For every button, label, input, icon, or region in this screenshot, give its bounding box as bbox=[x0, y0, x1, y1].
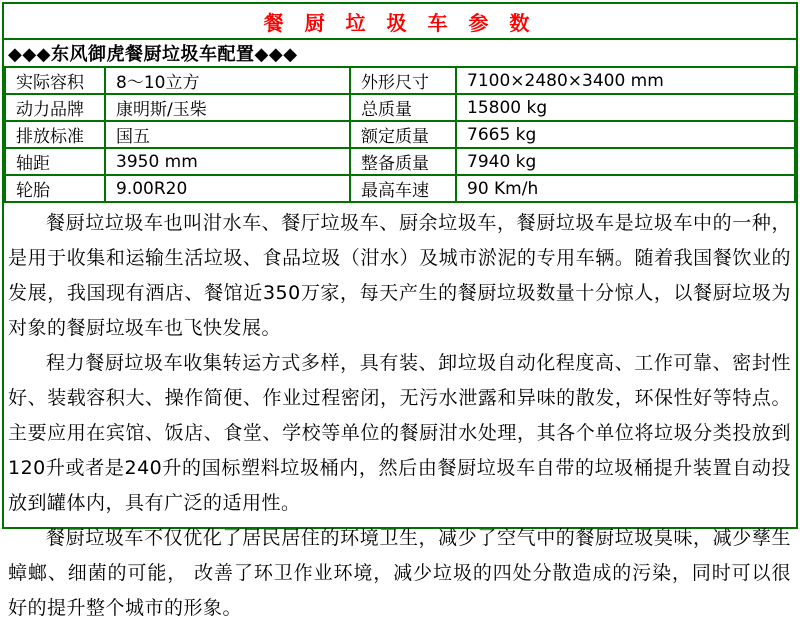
spec-label-cell: 额定质量 bbox=[350, 121, 456, 148]
spec-label-cell: 整备质量 bbox=[350, 148, 456, 175]
document-frame bbox=[2, 2, 798, 619]
spec-row bbox=[5, 148, 795, 175]
spec-row bbox=[5, 94, 795, 121]
spec-label-cell: 动力品牌 bbox=[5, 94, 105, 121]
spec-label-cell: 轮胎 bbox=[5, 175, 105, 202]
spec-row bbox=[5, 67, 795, 94]
paragraph: 餐厨垃垃圾车也叫泔水车、餐厅垃圾车、厨余垃圾车，餐厨垃圾车是垃圾车中的一种，是用于收集和运输生活垃圾、食品垃圾（泔水）及城市淤泥的专用车辆。随着我国餐饮业的发展，我国现有酒店、餐馆近350万家，每天产生的餐厨垃圾数量十分惊人，以餐厨垃圾为对象的餐厨垃圾车也飞快发展。 bbox=[8, 212, 791, 339]
title-bar bbox=[4, 4, 796, 40]
paragraph: 餐厨垃圾车不仅优化了居民居住的环境卫生，减少了空气中的餐厨垃圾臭味，减少孳生蟑螂、细菌的可能， 改善了环卫作业环境，减少垃圾的四处分散造成的污染，同时可以很好的提升整个城市的形象。 bbox=[8, 527, 791, 619]
spec-label-cell: 最高车速 bbox=[350, 175, 456, 202]
spec-value-cell: 8～10立方 bbox=[105, 67, 350, 94]
spec-label-cell: 实际容积 bbox=[5, 67, 105, 94]
spec-label-cell: 排放标准 bbox=[5, 121, 105, 148]
page-title: 餐 厨 垃 圾 车 参 数 bbox=[263, 10, 537, 35]
spec-value-cell: 国五 bbox=[105, 121, 350, 148]
spec-value-cell: 7665 kg bbox=[456, 121, 795, 148]
spec-value-cell: 7100×2480×3400 mm bbox=[456, 67, 795, 94]
spec-row bbox=[5, 121, 795, 148]
paragraph: 程力餐厨垃圾车收集转运方式多样，具有装、卸垃圾自动化程度高、工作可靠、密封性好、装载容积大、操作简便、作业过程密闭，无污水泄露和异味的散发，环保性好等特点。主要应用在宾馆、饭店、食堂、学校等单位的餐厨泔水处理，其各个单位将垃圾分类投放到120升或者是240升的国标塑料垃圾桶内，然后由餐厨垃圾车自带的垃圾桶提升装置自动投放到罐体内，具有广泛的适用性。 bbox=[8, 352, 791, 514]
spec-label-cell: 外形尺寸 bbox=[350, 67, 456, 94]
spec-label-cell: 轴距 bbox=[5, 148, 105, 175]
spec-value-cell: 15800 kg bbox=[456, 94, 795, 121]
spec-value-cell: 9.00R20 bbox=[105, 175, 350, 202]
description-text bbox=[4, 203, 796, 626]
spec-value-cell: 康明斯/玉柴 bbox=[105, 94, 350, 121]
spec-value-cell: 7940 kg bbox=[456, 148, 795, 175]
config-heading: ◆◆◆东风御虎餐厨垃圾车配置◆◆◆ bbox=[8, 44, 298, 65]
spec-value-cell: 3950 mm bbox=[105, 148, 350, 175]
spec-label-cell: 总质量 bbox=[350, 94, 456, 121]
spec-row bbox=[5, 175, 795, 202]
subtitle-bar bbox=[4, 40, 796, 66]
spec-table bbox=[4, 66, 796, 203]
spec-value-cell: 90 Km/h bbox=[456, 175, 795, 202]
